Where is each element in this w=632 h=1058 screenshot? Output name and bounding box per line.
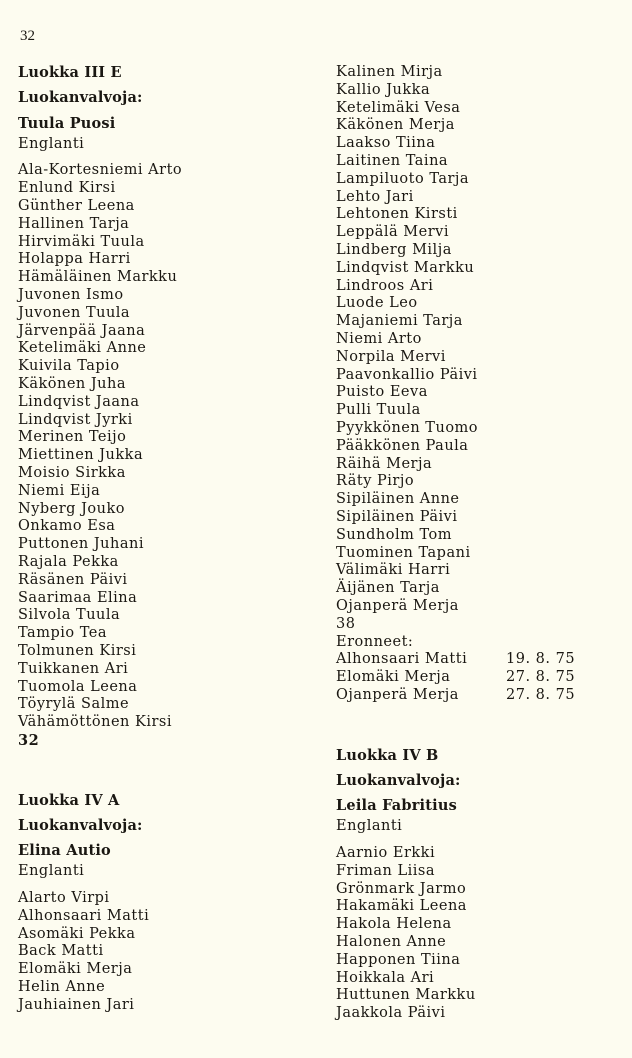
student-name: Niemi Arto <box>336 330 422 347</box>
student-count: 32 <box>18 731 40 749</box>
student-name: Asomäki Pekka <box>18 925 136 942</box>
student-count: 38 <box>336 615 356 632</box>
student-name: Günther Leena <box>18 197 135 214</box>
subject: Englanti <box>336 818 403 835</box>
departed-date: 27. 8. 75 <box>506 669 576 686</box>
page-number: 32 <box>20 28 35 44</box>
student-name: Norpila Mervi <box>336 348 446 365</box>
student-name: Alhonsaari Matti <box>18 907 150 924</box>
student-name: Hakola Helena <box>336 916 452 933</box>
student-name: Ketelimäki Vesa <box>336 99 461 116</box>
student-name: Majaniemi Tarja <box>336 313 463 330</box>
student-name: Paavonkallio Päivi <box>336 366 478 383</box>
student-name: Tuikkanen Ari <box>18 660 129 677</box>
subject: Englanti <box>18 863 85 880</box>
class-4a-section <box>18 792 318 1015</box>
student-name: Elomäki Merja <box>18 961 133 978</box>
student-name: Välimäki Harri <box>336 562 451 579</box>
student-name: Räty Pirjo <box>336 473 415 490</box>
teacher-name: Leila Fabritius <box>336 797 457 815</box>
class-4a-continued <box>336 64 632 705</box>
student-name: Lindqvist Markku <box>336 259 475 276</box>
teacher-label: Luokanvalvoja: <box>18 89 143 106</box>
student-name: Hirvimäki Tuula <box>18 233 145 250</box>
class-heading: Luokka III E <box>18 64 122 81</box>
student-name: Huttunen Markku <box>336 987 476 1004</box>
student-name: Merinen Teijo <box>18 429 127 446</box>
departed-name: Elomäki Merja <box>336 669 451 686</box>
student-name: Vähämöttönen Kirsi <box>18 714 172 731</box>
student-name: Silvola Tuula <box>18 607 121 624</box>
student-name: Rajala Pekka <box>18 553 119 570</box>
student-name: Friman Liisa <box>336 862 435 879</box>
student-name: Niemi Eija <box>18 482 101 499</box>
student-name: Jaakkola Päivi <box>336 1005 446 1022</box>
student-name: Hakamäki Leena <box>336 898 467 915</box>
departed-row <box>336 669 632 687</box>
student-name: Ala-Kortesniemi Arto <box>18 162 183 179</box>
student-name: Pyykkönen Tuomo <box>336 419 479 436</box>
student-name: Jauhiainen Jari <box>18 996 135 1013</box>
departed-name: Alhonsaari Matti <box>336 651 468 668</box>
student-name: Ojanperä Merja <box>336 597 459 614</box>
student-name: Laakso Tiina <box>336 135 436 152</box>
student-name: Moisio Sirkka <box>18 464 126 481</box>
student-name: Äijänen Tarja <box>336 580 440 597</box>
student-name: Lehto Jari <box>336 188 414 205</box>
student-name: Miettinen Jukka <box>18 447 144 464</box>
teacher-label: Luokanvalvoja: <box>336 771 461 789</box>
student-name: Holappa Harri <box>18 251 131 268</box>
departed-row <box>336 651 632 669</box>
class-4b-section <box>336 747 632 1023</box>
student-name: Sipiläinen Päivi <box>336 508 458 525</box>
student-name: Hoikkala Ari <box>336 969 435 986</box>
student-name: Halonen Anne <box>336 934 447 951</box>
student-name: Hämäläinen Markku <box>18 269 178 286</box>
left-column <box>18 64 318 1015</box>
student-name: Käkönen Merja <box>336 117 455 134</box>
student-name: Laitinen Taina <box>336 152 449 169</box>
student-name: Enlund Kirsi <box>18 180 116 197</box>
student-name: Leppälä Mervi <box>336 224 449 241</box>
student-name: Ketelimäki Anne <box>18 340 147 357</box>
student-name: Back Matti <box>18 943 104 960</box>
teacher-label: Luokanvalvoja: <box>18 816 143 834</box>
student-name: Onkamo Esa <box>18 518 116 535</box>
student-list <box>336 64 632 616</box>
student-name: Tolmunen Kirsi <box>18 642 137 659</box>
student-name: Sundholm Tom <box>336 526 452 543</box>
departed-label: Eronneet: <box>336 633 414 650</box>
student-name: Järvenpää Jaana <box>18 322 146 339</box>
student-name: Lindroos Ari <box>336 277 434 294</box>
departed-list <box>336 651 632 704</box>
student-name: Alarto Virpi <box>18 890 110 907</box>
departed-name: Ojanperä Merja <box>336 686 459 703</box>
departed-date: 19. 8. 75 <box>506 651 576 668</box>
right-column <box>336 64 632 1023</box>
student-name: Lindqvist Jaana <box>18 393 140 410</box>
student-name: Pulli Tuula <box>336 402 421 419</box>
student-name: Lindqvist Jyrki <box>18 411 133 428</box>
student-name: Kalinen Mirja <box>336 64 443 80</box>
student-name: Käkönen Juha <box>18 375 126 392</box>
student-name: Puttonen Juhani <box>18 536 144 553</box>
student-name: Tampio Tea <box>18 625 107 642</box>
student-name: Räihä Merja <box>336 455 433 472</box>
student-name: Puisto Eeva <box>336 384 428 401</box>
student-name: Lehtonen Kirsti <box>336 206 458 223</box>
student-name: Happonen Tiina <box>336 951 461 968</box>
student-name: Sipiläinen Anne <box>336 491 460 508</box>
student-name: Helin Anne <box>18 979 106 996</box>
student-name: Grönmark Jarmo <box>336 880 467 897</box>
departed-date: 27. 8. 75 <box>506 686 576 703</box>
student-name: Kuivila Tapio <box>18 358 120 375</box>
section-spacer <box>18 750 318 792</box>
departed-row <box>336 687 632 705</box>
teacher-name: Elina Autio <box>18 842 111 860</box>
student-name: Aarnio Erkki <box>336 845 436 862</box>
student-list <box>18 162 318 732</box>
class-heading: Luokka IV A <box>18 791 120 809</box>
student-list <box>336 845 632 1023</box>
student-name: Juvonen Tuula <box>18 304 131 321</box>
section-spacer <box>336 705 632 747</box>
student-name: Pääkkönen Paula <box>336 437 469 454</box>
student-name: Tuominen Tapani <box>336 544 471 561</box>
student-name: Kallio Jukka <box>336 81 431 98</box>
student-name: Saarimaa Elina <box>18 589 138 606</box>
student-name: Töyrylä Salme <box>18 696 130 713</box>
student-name: Räsänen Päivi <box>18 571 128 588</box>
student-name: Tuomola Leena <box>18 678 138 695</box>
student-name: Juvonen Ismo <box>18 286 124 303</box>
student-name: Hallinen Tarja <box>18 215 130 232</box>
subject: Englanti <box>18 135 85 152</box>
class-heading: Luokka IV B <box>336 746 439 764</box>
student-name: Luode Leo <box>336 295 418 312</box>
student-name: Nyberg Jouko <box>18 500 125 517</box>
student-list <box>18 890 318 1015</box>
class-3e-section <box>18 64 318 750</box>
student-name: Lindberg Milja <box>336 241 452 258</box>
student-name: Lampiluoto Tarja <box>336 170 470 187</box>
teacher-name: Tuula Puosi <box>18 114 116 132</box>
